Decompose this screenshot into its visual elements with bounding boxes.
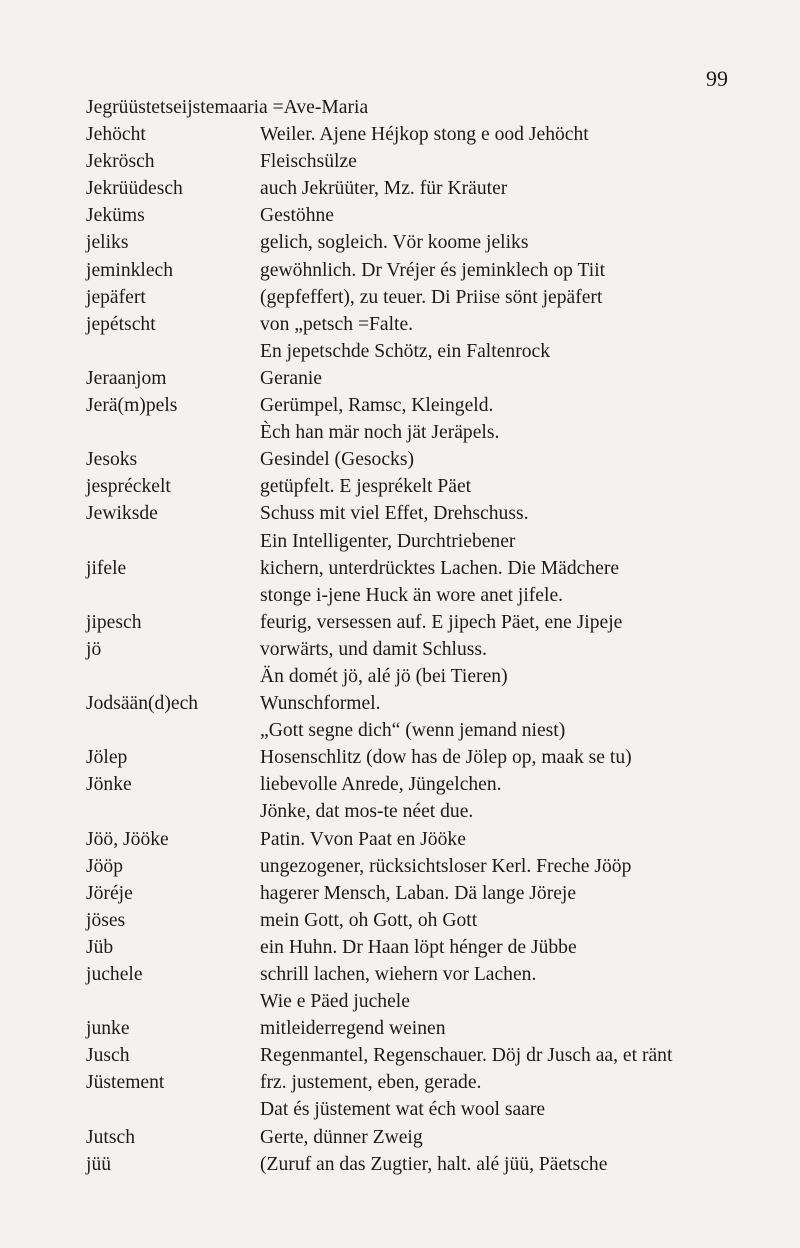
dictionary-entry — [86, 338, 766, 365]
dictionary-entry — [86, 175, 766, 202]
entry-term — [86, 419, 260, 446]
entry-definition: Wie e Päed juchele — [260, 991, 410, 1013]
entry-term: Jesoks — [86, 449, 138, 471]
dictionary-entry — [86, 717, 766, 744]
entry-definition: „Gott segne dich“ (wenn jemand niest) — [260, 720, 566, 742]
dictionary-entry — [86, 500, 766, 527]
dictionary-entry — [86, 229, 766, 256]
dictionary-entry — [86, 94, 766, 121]
entry-term: jeminklech — [86, 259, 174, 281]
entry-term: Jeraanjom — [86, 367, 167, 389]
entry-definition: gewöhnlich. Dr Vréjer és jeminklech op Tiit — [260, 259, 606, 281]
dictionary-entry — [86, 961, 766, 988]
entry-definition: getüpfelt. E jesprékelt Päet — [260, 476, 472, 498]
entry-definition: Regenmantel, Regenschauer. Döj dr Jusch aa, et ränt — [260, 1045, 673, 1067]
entry-term: Jusch — [86, 1045, 130, 1067]
dictionary-entry — [86, 609, 766, 636]
dictionary-entry — [86, 148, 766, 175]
entry-definition: von „petsch =Falte. — [260, 313, 414, 335]
dictionary-entry — [86, 771, 766, 798]
entry-definition: mitleiderregend weinen — [260, 1018, 446, 1040]
entry-definition: Hosenschlitz (dow has de Jölep op, maak se tu) — [260, 747, 632, 769]
entry-definition: Geranie — [260, 367, 323, 389]
dictionary-entry — [86, 907, 766, 934]
dictionary-entry — [86, 1151, 766, 1178]
entry-term: jüü — [86, 1153, 112, 1175]
entry-term: Jegrüüstetseijstemaaria =Ave-Maria — [86, 97, 369, 118]
dictionary-entry — [86, 1015, 766, 1042]
entry-term: Jöö, Jööke — [86, 828, 169, 850]
dictionary-entry — [86, 798, 766, 825]
entry-term — [86, 798, 260, 825]
entry-term: Jutsch — [86, 1126, 135, 1148]
entry-definition: frz. justement, eben, gerade. — [260, 1072, 482, 1094]
entry-definition: stonge i-jene Huck än wore anet jifele. — [260, 584, 564, 606]
entry-definition: Gerümpel, Ramsc, Kleingeld. — [260, 395, 494, 417]
entry-term: Jodsään(d)ech — [86, 693, 199, 715]
dictionary-entry — [86, 528, 766, 555]
entry-definition: En jepetschde Schötz, ein Faltenrock — [260, 340, 551, 362]
entry-term: Jöréje — [86, 882, 133, 904]
entry-term: Jölep — [86, 747, 128, 769]
entry-definition: gelich, sogleich. Vör koome jeliks — [260, 232, 529, 254]
entry-term: Jüb — [86, 936, 114, 958]
entry-definition: ungezogener, rücksichtsloser Kerl. Freche Jööp — [260, 855, 632, 877]
entry-definition: Jönke, dat mos-te néet due. — [260, 801, 474, 823]
dictionary-entry — [86, 1096, 766, 1123]
dictionary-entry — [86, 853, 766, 880]
entry-term — [86, 1096, 260, 1123]
dictionary-entry — [86, 419, 766, 446]
entry-definition: Èch han mär noch jät Jeräpels. — [260, 422, 500, 444]
entry-definition: Fleischsülze — [260, 151, 357, 173]
entry-term: Jüstement — [86, 1072, 165, 1094]
entry-definition: (gepfeffert), zu teuer. Di Priise sönt jepäfert — [260, 286, 603, 308]
entry-definition: Gestöhne — [260, 205, 335, 227]
entry-definition: Schuss mit viel Effet, Drehschuss. — [260, 503, 529, 525]
dictionary-entry — [86, 988, 766, 1015]
dictionary-entry — [86, 311, 766, 338]
entry-definition: mein Gott, oh Gott, oh Gott — [260, 909, 478, 931]
entry-term — [86, 528, 260, 555]
dictionary-entry — [86, 365, 766, 392]
entry-term — [86, 338, 260, 365]
entry-term: jepäfert — [86, 286, 146, 308]
entry-definition: Ein Intelligenter, Durchtriebener — [260, 530, 516, 552]
entry-term: jö — [86, 638, 102, 660]
entry-definition: Gesindel (Gesocks) — [260, 449, 414, 471]
dictionary-entry — [86, 446, 766, 473]
entry-definition: Wunschformel. — [260, 693, 381, 715]
dictionary-entry — [86, 257, 766, 284]
dictionary-entry — [86, 636, 766, 663]
dictionary-entry — [86, 284, 766, 311]
entry-term: Jerä(m)pels — [86, 395, 178, 417]
dictionary-entry — [86, 121, 766, 148]
dictionary-entry — [86, 663, 766, 690]
entry-definition: Dat és jüstement wat éch wool saare — [260, 1099, 546, 1121]
entry-term: Jeküms — [86, 205, 145, 227]
dictionary-entry — [86, 392, 766, 419]
entry-term — [86, 717, 260, 744]
entry-term: jespréckelt — [86, 476, 171, 498]
dictionary-entry — [86, 1042, 766, 1069]
entry-term: junke — [86, 1018, 130, 1040]
entry-definition: hagerer Mensch, Laban. Dä lange Jöreje — [260, 882, 577, 904]
entry-definition: feurig, versessen auf. E jipech Päet, ene Jipeje — [260, 611, 623, 633]
entry-term: Jewiksde — [86, 503, 158, 525]
entry-term — [86, 988, 260, 1015]
dictionary-entry — [86, 473, 766, 500]
entry-term: jeliks — [86, 232, 129, 254]
entry-term: Jönke — [86, 774, 132, 796]
entry-term — [86, 663, 260, 690]
entry-term: Jekrösch — [86, 151, 155, 173]
entry-term: jifele — [86, 557, 127, 579]
entry-definition: Patin. Vvon Paat en Jööke — [260, 828, 466, 850]
entry-definition: (Zuruf an das Zugtier, halt. alé jüü, Päetsche — [260, 1153, 608, 1175]
entry-term: jipesch — [86, 611, 142, 633]
entry-definition: schrill lachen, wiehern vor Lachen. — [260, 964, 537, 985]
entry-definition: kichern, unterdrücktes Lachen. Die Mädchere — [260, 557, 620, 579]
entry-definition: Gerte, dünner Zweig — [260, 1126, 423, 1148]
page-number: 99 — [706, 66, 728, 91]
dictionary-entry — [86, 934, 766, 961]
dictionary-entry — [86, 202, 766, 229]
dictionary-entry — [86, 582, 766, 609]
entry-definition: liebevolle Anrede, Jüngelchen. — [260, 774, 502, 796]
entry-definition: vorwärts, und damit Schluss. — [260, 638, 487, 660]
entry-term: jepétscht — [86, 313, 156, 335]
dictionary-entry — [86, 826, 766, 853]
entry-term: Jekrüüdesch — [86, 178, 183, 200]
entry-term — [86, 582, 260, 609]
dictionary-entries — [86, 94, 766, 1178]
dictionary-entry — [86, 880, 766, 907]
dictionary-entry — [86, 744, 766, 771]
dictionary-entry — [86, 555, 766, 582]
dictionary-entry — [86, 1069, 766, 1096]
entry-term: juchele — [86, 964, 143, 985]
dictionary-entry — [86, 690, 766, 717]
dictionary-entry — [86, 1124, 766, 1151]
entry-term: Jehöcht — [86, 124, 146, 146]
entry-term: Jööp — [86, 855, 124, 877]
entry-term: jöses — [86, 909, 126, 931]
entry-definition: ein Huhn. Dr Haan löpt hénger de Jübbe — [260, 936, 577, 958]
entry-definition: auch Jekrüüter, Mz. für Kräuter — [260, 178, 508, 200]
entry-definition: Weiler. Ajene Héjkop stong e ood Jehöcht — [260, 124, 589, 146]
entry-definition: Än domét jö, alé jö (bei Tieren) — [260, 665, 508, 687]
